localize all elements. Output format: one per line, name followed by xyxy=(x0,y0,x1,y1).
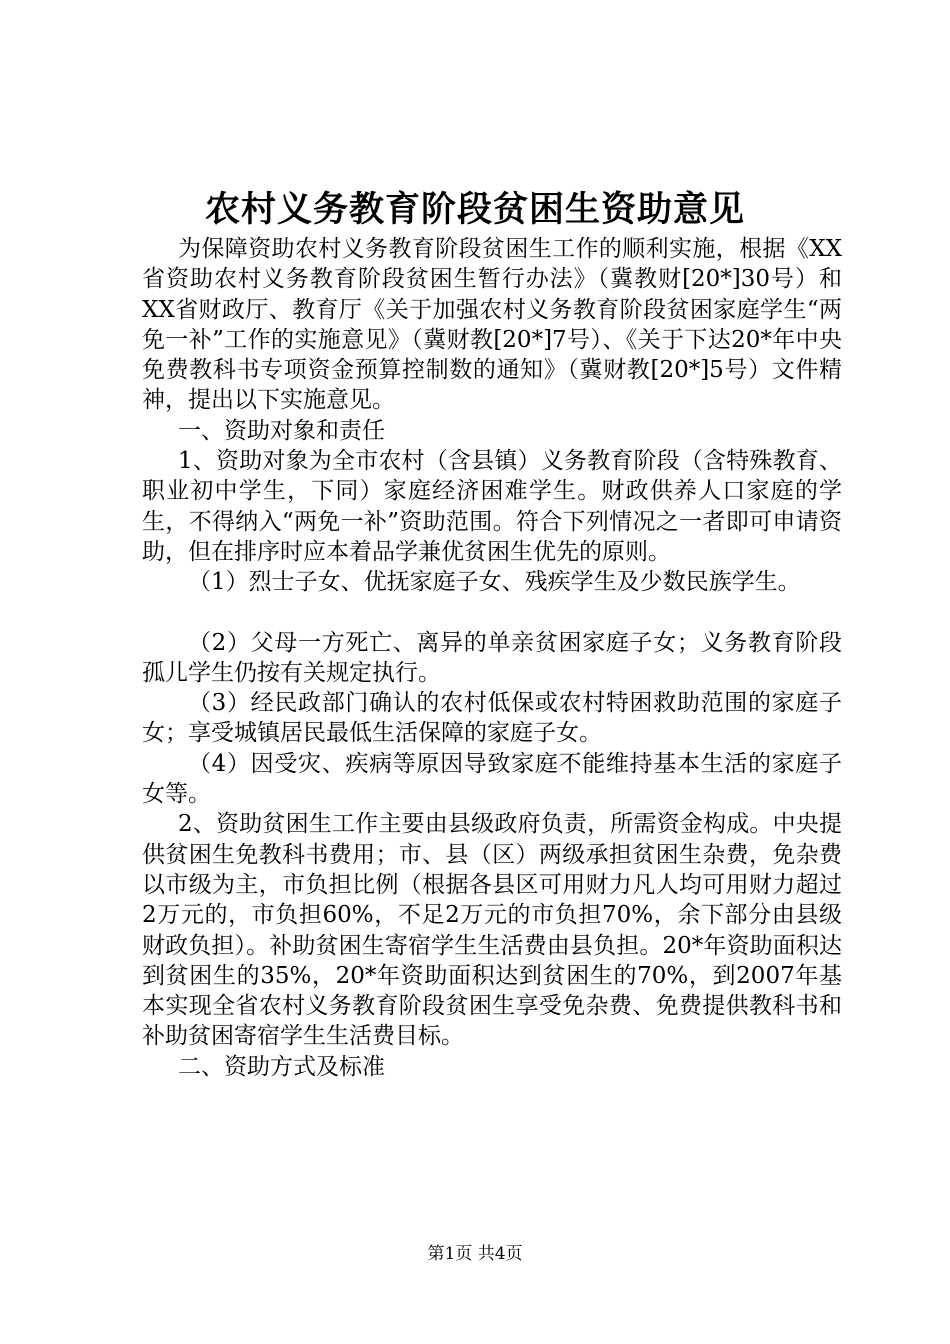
clause-2-paragraph: 2、资助贫困生工作主要由县级政府负责，所需资金构成。中央提供贫困生免教科书费用；市、县（区）两级承担贫困生杂费，免杂费以市级为主，市负担比例（根据各县区可用财力凡人均可用财力超过2万元的，市负担60%，不足2万元的市负担70%，余下部分由县级财政负担）。补助贫困生寄宿学生生活费由县负担。20*年资助面积达到贫困生的35%，20*年资助面积达到贫困生的70%，到2007年基本实现全省农村义务教育阶段贫困生享受免杂费、免费提供教科书和补助贫困寄宿学生生活费目标。 xyxy=(142,811,842,1050)
list-item-1: （1）烈士子女、优抚家庭子女、残疾学生及少数民族学生。 xyxy=(188,569,801,596)
page-footer: 第1页 共4页 xyxy=(427,1244,523,1264)
list-item-4: （4）因受灾、疾病等原因导致家庭不能维持基本生活的家庭子女等。 xyxy=(142,750,842,808)
clause-1-paragraph: 1、资助对象为全市农村（含县镇）义务教育阶段（含特殊教育、职业初中学生，下同）家庭经济困难学生。财政供养人口家庭的学生，不得纳入“两免一补”资助范围。符合下列情况之一者即可申请资助，但在排序时应本着品学兼优贫困生优先的原则。 xyxy=(142,448,842,565)
list-item-2: （2）父母一方死亡、离异的单亲贫困家庭子女；义务教育阶段孤儿学生仍按有关规定执行。 xyxy=(142,629,842,686)
document-body xyxy=(142,234,842,1082)
document-title: 农村义务教育阶段贫困生资助意见 xyxy=(204,190,745,230)
list-item-3: （3）经民政部门确认的农村低保或农村特困救助范围的家庭子女；享受城镇居民最低生活保障的家庭子女。 xyxy=(142,690,842,747)
section-heading-2: 二、资助方式及标准 xyxy=(178,1053,385,1080)
intro-paragraph: 为保障资助农村义务教育阶段贫困生工作的顺利实施，根据《XX省资助农村义务教育阶段贫困生暂行办法》（冀教财[20*]30号）和XX省财政厅、教育厅《关于加强农村义务教育阶段贫困家庭学生“两免一补”工作的实施意见》（冀财教[20*]7号）、《关于下达20*年中央免费教科书专项资金预算控制数的通知》（冀财教[20*]5号）文件精神，提出以下实施意见。 xyxy=(142,236,842,414)
section-heading-1: 一、资助对象和责任 xyxy=(178,417,385,444)
